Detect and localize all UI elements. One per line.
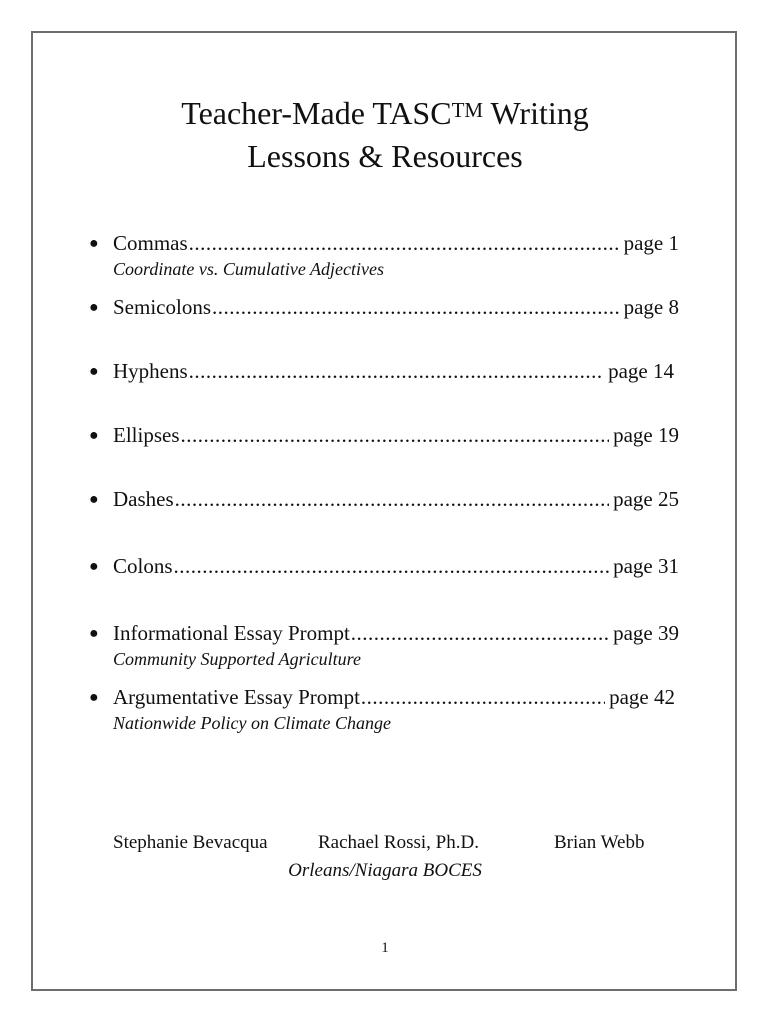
toc-label: Commas (113, 231, 188, 255)
document-title-line2: Lessons & Resources (247, 138, 523, 174)
author-name: Stephanie Bevacqua (113, 832, 268, 853)
toc-subtitle: Coordinate vs. Cumulative Adjectives (113, 259, 384, 279)
toc-label: Informational Essay Prompt (113, 621, 350, 645)
toc-entry-semicolons[interactable] (89, 293, 679, 321)
toc-page: page 8 (623, 295, 679, 319)
toc-entry-dashes[interactable] (89, 485, 679, 513)
dot-leader (174, 552, 610, 580)
bullet-icon: ● (89, 558, 99, 575)
author-name: Rachael Rossi, Ph.D. (318, 832, 479, 853)
page-number: 1 (381, 940, 389, 956)
dot-leader (361, 683, 605, 711)
bullet-icon: ● (89, 235, 99, 252)
bullet-icon: ● (89, 363, 99, 380)
toc-entry-hyphens[interactable] (89, 357, 674, 385)
bullet-icon: ● (89, 625, 99, 642)
toc-label: Hyphens (113, 359, 188, 383)
toc-page: page 25 (613, 487, 679, 511)
toc-page: page 14 (608, 359, 674, 383)
toc-entry-colons[interactable] (89, 552, 679, 580)
bullet-icon: ● (89, 427, 99, 444)
toc-label: Colons (113, 554, 173, 578)
toc-page: page 39 (613, 621, 679, 645)
author-name: Brian Webb (554, 832, 645, 853)
toc-page: page 19 (613, 423, 679, 447)
toc-page: page 1 (623, 231, 679, 255)
dot-leader (351, 619, 609, 647)
toc-entry-commas[interactable] (89, 229, 679, 281)
trademark-mark: TM (451, 98, 484, 122)
toc-entry-informational-essay[interactable] (89, 619, 679, 671)
toc-page: page 42 (609, 685, 675, 709)
dot-leader (212, 293, 620, 321)
toc-subtitle: Community Supported Agriculture (113, 649, 361, 669)
organization-name: Orleans/Niagara BOCES (288, 860, 482, 881)
bullet-icon: ● (89, 299, 99, 316)
toc-entry-ellipses[interactable] (89, 421, 679, 449)
toc-label: Argumentative Essay Prompt (113, 685, 360, 709)
toc-entry-argumentative-essay[interactable] (89, 683, 675, 735)
toc-page: page 31 (613, 554, 679, 578)
bullet-icon: ● (89, 491, 99, 508)
dot-leader (189, 357, 604, 385)
dot-leader (189, 229, 620, 257)
toc-label: Ellipses (113, 423, 180, 447)
dot-leader (175, 485, 609, 513)
toc-label: Semicolons (113, 295, 211, 319)
bullet-icon: ● (89, 689, 99, 706)
toc-label: Dashes (113, 487, 174, 511)
dot-leader (181, 421, 610, 449)
document-title-line1: Teacher-Made TASC™ Writing (181, 95, 589, 131)
toc-subtitle: Nationwide Policy on Climate Change (113, 713, 391, 733)
